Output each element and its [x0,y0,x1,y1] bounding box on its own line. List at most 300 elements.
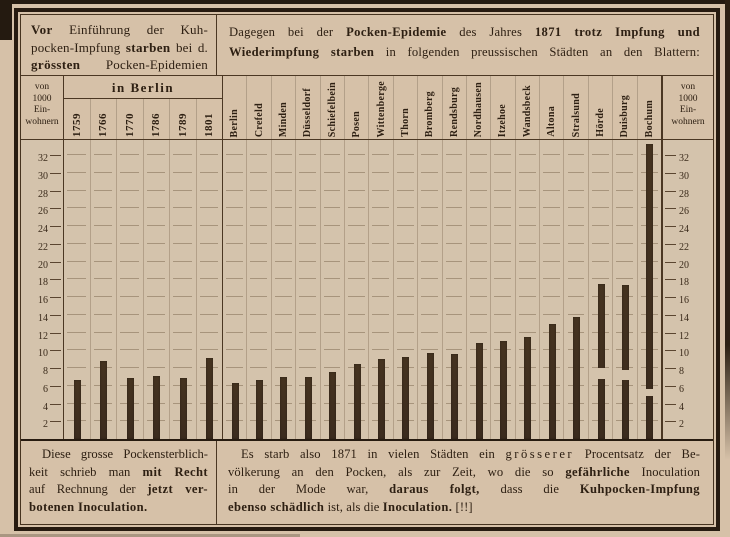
gridline-dash [543,261,560,262]
y-axis-tick [50,297,61,298]
bar-Schiefelbein [329,372,336,439]
column-header-1789 [169,99,196,139]
gridline-dash [147,190,165,191]
gridline-dash [421,261,438,262]
text-line [229,43,700,63]
gridline-dash [250,261,267,262]
y-axis-tick-label: 6 [679,383,684,395]
rotated-label: Wandsbeck [521,84,533,137]
gridline-dash [67,278,85,279]
text-segment: Einführung der Kuh- [69,22,208,37]
gridline-dash [200,225,218,226]
text-segment: dass die [479,482,580,496]
gridline-dash [519,225,536,226]
text-line [229,23,700,43]
gridline-dash [147,332,165,333]
chart-column-1770 [116,140,143,439]
text-line [228,481,700,499]
gridline-dash [250,154,267,155]
gridline-dash [299,207,316,208]
column-header-Rendsburg [442,76,466,139]
right-axis-title [663,76,713,139]
column-header-Düsseldorf [295,76,319,139]
gridline-dash [275,296,292,297]
y-axis-tick [50,350,61,351]
gridline-dash [94,332,112,333]
gridline-dash [120,154,138,155]
gridline-dash [226,278,243,279]
footnote-right-text [217,441,713,524]
gridline-dash [94,349,112,350]
gridline-dash [67,207,85,208]
header-right-text [217,15,713,75]
axis-title-line: Ein- [33,105,51,115]
gridline-dash [94,261,112,262]
gridline-dash [147,243,165,244]
gridline-dash [120,314,138,315]
text-segment: völkerung an den Pocken, als zur Zeit, wo die so [228,464,566,479]
rotated-label: Crefeld [253,102,265,137]
rotated-label: Rendsburg [448,87,460,137]
text-segment: gefährliche [565,464,630,479]
gridline-dash [250,367,267,368]
photo-edge-top [0,0,730,4]
y-axis-tick-label: 16 [38,295,48,307]
gridline-dash [94,190,112,191]
gridline-dash [543,207,560,208]
gridline-dash [421,154,438,155]
rotated-label: Hörde [595,108,607,137]
bar-print-gap [621,370,630,380]
gridline-dash [470,261,487,262]
gridline-dash [421,243,438,244]
gridline-dash [94,225,112,226]
gridline-dash [275,243,292,244]
gridline-dash [67,296,85,297]
gridline-dash [275,225,292,226]
bar-Hörde [598,284,605,439]
y-axis-tick-label: 14 [679,312,689,324]
gridline-dash [470,207,487,208]
gridline-dash [421,190,438,191]
gridline-dash [446,314,463,315]
gridline-dash [519,190,536,191]
y-axis-tick-label: 20 [679,259,689,271]
gridline-dash [519,207,536,208]
text-segment: starben [125,39,171,55]
chart-column-Bromberg [417,140,441,439]
gridline-dash [616,278,633,279]
gridline-dash [446,278,463,279]
text-segment: Pocken-Epidemie [346,25,447,39]
rotated-label: Stralsund [570,92,582,137]
rotated-label: Thorn [399,108,411,137]
gridline-dash [226,261,243,262]
bar-Wittenberge [378,359,385,439]
column-header-Bromberg [417,76,441,139]
gridline-dash [173,190,191,191]
bar-Rendsburg [451,354,458,439]
gridline-dash [348,278,365,279]
column-header-Duisburg [612,76,636,139]
gridline-dash [173,296,191,297]
left-axis-title [21,76,64,139]
chart-column-Nordhausen [466,140,490,439]
chart-column-Duisburg [612,140,636,439]
chart-column-Wittenberge [368,140,392,439]
gridline-dash [446,349,463,350]
chart-column-Hörde [588,140,612,439]
gridline-dash [446,332,463,333]
y-axis-tick [50,386,61,387]
gridline-dash [543,296,560,297]
chart-column-Rendsburg [442,140,466,439]
gridline-dash [173,278,191,279]
gridline-dash [173,332,191,333]
gridline-dash [67,154,85,155]
gridline-dash [147,314,165,315]
gridline-dash [470,225,487,226]
gridline-dash [250,207,267,208]
bar-Crefeld [256,380,263,439]
rotated-label: Schiefelbein [326,81,338,137]
gridline-dash [592,243,609,244]
berlin-year-headers [64,99,222,139]
bar-chart-plot-area [21,140,713,441]
text-segment: auf Rechnung der [29,482,148,496]
bar-Minden [280,377,287,439]
y-axis-tick-label: 14 [38,312,48,324]
gridline-dash [275,314,292,315]
gridline-dash [67,190,85,191]
bar-Wandsbeck [524,337,531,439]
gridline-dash [200,296,218,297]
gridline-dash [226,172,243,173]
chart-column-Wandsbeck [515,140,539,439]
gridline-dash [372,207,389,208]
y-axis-tick [665,421,676,422]
gridline-dash [494,243,511,244]
y-axis-tick [665,279,676,280]
column-header-1759 [64,99,90,139]
gridline-dash [173,367,191,368]
text-segment: Inoculation [629,464,701,479]
gridline-dash [275,207,292,208]
gridline-dash [519,172,536,173]
gridline-dash [592,207,609,208]
text-segment: in folgenden preussischen Städten an den Blattern: [374,44,700,59]
axis-title-line: von [680,82,696,92]
gridline-dash [568,190,585,191]
y-axis-tick-label: 16 [679,295,689,307]
gridline-dash [519,332,536,333]
bar-print-gap [645,389,654,395]
gridline-dash [94,154,112,155]
y-axis-tick [665,191,676,192]
gridline-dash [494,225,511,226]
gridline-dash [226,243,243,244]
text-segment: Procentsatz der Be- [574,447,700,461]
column-header-Minden [271,76,295,139]
gridline-dash [470,314,487,315]
axis-title-line: 1000 [32,93,52,104]
gridline-dash [226,349,243,350]
gridline-dash [173,172,191,173]
gridline-dash [147,207,165,208]
gridline-dash [226,207,243,208]
gridline-dash [67,332,85,333]
text-segment: des Jahres [446,25,535,39]
rotated-label: Minden [277,101,289,137]
column-header-Posen [344,76,368,139]
gridline-dash [494,278,511,279]
text-line [29,499,208,517]
column-header-1770 [116,99,143,139]
gridline-dash [324,225,341,226]
gridline-dash [250,172,267,173]
text-segment: ist, als die [324,499,383,514]
gridline-dash [173,261,191,262]
gridline-dash [250,314,267,315]
gridline-dash [147,172,165,173]
axis-title-line: 1000 [678,93,698,104]
column-header-Wandsbeck [515,76,539,139]
city-bars-group [223,140,663,439]
gridline-dash [494,332,511,333]
gridline-dash [543,243,560,244]
gridline-dash [348,225,365,226]
gridline-dash [616,207,633,208]
gridline-dash [275,278,292,279]
y-axis-tick-label: 8 [679,366,684,378]
bar-Itzehoe [500,341,507,439]
gridline-dash [470,154,487,155]
header-row [21,15,713,76]
chart-column-1789 [169,140,196,439]
gridline-dash [147,154,165,155]
gridline-dash [173,154,191,155]
gridline-dash [543,154,560,155]
gridline-dash [543,190,560,191]
gridline-dash [348,261,365,262]
gridline-dash [616,172,633,173]
bar-Altona [549,324,556,439]
gridline-dash [372,261,389,262]
column-header-Stralsund [563,76,587,139]
right-y-axis [663,140,713,439]
photo-edge-top-left [0,0,12,40]
y-axis-tick-label: 20 [38,259,48,271]
gridline-dash [250,296,267,297]
text-segment: Inoculation. [382,499,453,514]
text-line [29,481,208,499]
gridline-dash [568,296,585,297]
gridline-dash [348,296,365,297]
gridline-dash [616,261,633,262]
gridline-dash [348,349,365,350]
gridline-dash [250,349,267,350]
bar-Bromberg [427,353,434,439]
column-header-1801 [196,99,223,139]
gridline-dash [421,278,438,279]
chart-column-Itzehoe [490,140,514,439]
gridline-dash [200,278,218,279]
gridline-dash [543,278,560,279]
y-axis-tick [50,191,61,192]
gridline-dash [494,296,511,297]
gridline-dash [275,261,292,262]
gridline-dash [250,278,267,279]
y-axis-tick [665,386,676,387]
gridline-dash [200,349,218,350]
text-line [29,464,208,482]
y-axis-tick-label: 2 [43,419,48,431]
rotated-label: 1766 [97,113,110,137]
text-segment: 1871 trotz Impfung und [534,25,700,39]
text-segment: in der Mode war, [228,482,390,496]
bar-Stralsund [573,317,580,439]
gridline-dash [568,314,585,315]
gridline-dash [120,172,138,173]
y-axis-tick-label: 2 [679,419,684,431]
gridline-dash [397,154,414,155]
gridline-dash [592,278,609,279]
gridline-dash [275,349,292,350]
rotated-label: Berlin [229,108,241,137]
chart-column-1759 [64,140,90,439]
gridline-dash [120,190,138,191]
gridline-dash [200,261,218,262]
bar-Posen [354,364,361,439]
rotated-label: 1801 [203,113,216,137]
gridline-dash [372,278,389,279]
gridline-dash [568,243,585,244]
text-segment: jetzt ver- [147,482,208,496]
y-axis-tick [665,404,676,405]
rotated-label: 1759 [70,113,83,137]
berlin-group-title: in Berlin [64,76,222,99]
text-segment: ebenso schädlich [228,499,325,514]
gridline-dash [299,154,316,155]
gridline-dash [147,225,165,226]
berlin-group-header [64,76,223,139]
gridline-dash [568,154,585,155]
gridline-dash [299,278,316,279]
y-axis-tick-label: 22 [38,241,48,253]
gridline-dash [470,243,487,244]
gridline-dash [324,367,341,368]
gridline-dash [470,296,487,297]
gridline-dash [470,190,487,191]
gridline-dash [397,172,414,173]
bar-Thorn [402,357,409,439]
y-axis-tick-label: 32 [38,153,48,165]
gridline-dash [470,332,487,333]
gridline-dash [200,314,218,315]
bar-1759 [74,380,81,439]
gridline-dash [67,349,85,350]
gridline-dash [173,225,191,226]
gridline-dash [173,349,191,350]
gridline-dash [543,225,560,226]
gridline-dash [494,172,511,173]
gridline-dash [519,261,536,262]
gridline-dash [275,154,292,155]
gridline-dash [173,314,191,315]
text-segment: Dagegen bei der [229,25,347,39]
gridline-dash [446,190,463,191]
gridline-dash [397,332,414,333]
berlin-bars-group [64,140,223,439]
gridline-dash [372,154,389,155]
gridline-dash [324,296,341,297]
gridline-dash [67,172,85,173]
text-segment [319,45,331,59]
y-axis-tick [665,350,676,351]
gridline-dash [299,225,316,226]
gridline-dash [616,154,633,155]
gridline-dash [120,332,138,333]
gridline-dash [120,225,138,226]
gridline-dash [592,261,609,262]
bar-1786 [153,376,160,439]
gridline-dash [250,243,267,244]
y-axis-tick [665,244,676,245]
left-y-axis [21,140,64,439]
gridline-dash [372,190,389,191]
gridline-dash [200,207,218,208]
gridline-dash [200,154,218,155]
rotated-label: Itzehoe [497,103,509,137]
gridline-dash [397,243,414,244]
text-line [31,39,208,57]
chart-column-1766 [90,140,117,439]
rotated-label: Altona [546,106,558,137]
y-axis-tick [665,368,676,369]
text-line [228,499,700,517]
chart-column-1801 [196,140,223,439]
gridline-dash [120,243,138,244]
gridline-dash [421,314,438,315]
gridline-dash [568,207,585,208]
gridline-dash [94,243,112,244]
chart-column-1786 [143,140,170,439]
gridline-dash [299,296,316,297]
text-segment: Vor [31,22,70,37]
gridline-dash [446,243,463,244]
y-axis-tick-label: 26 [679,206,689,218]
bar-1789 [180,378,187,439]
gridline-dash [397,190,414,191]
chart-column-Stralsund [563,140,587,439]
gridline-dash [494,190,511,191]
y-axis-tick [50,244,61,245]
column-header-Thorn [393,76,417,139]
column-header-1766 [90,99,117,139]
y-axis-tick-label: 32 [679,153,689,165]
gridline-dash [421,207,438,208]
chart-column-Altona [539,140,563,439]
text-segment: keit schrieb man [29,464,143,479]
gridline-dash [324,314,341,315]
chart-column-Posen [344,140,368,439]
y-axis-tick [665,315,676,316]
gridline-dash [616,225,633,226]
gridline-dash [592,154,609,155]
gridline-dash [348,190,365,191]
gridline-dash [446,261,463,262]
y-axis-tick-label: 8 [43,366,48,378]
